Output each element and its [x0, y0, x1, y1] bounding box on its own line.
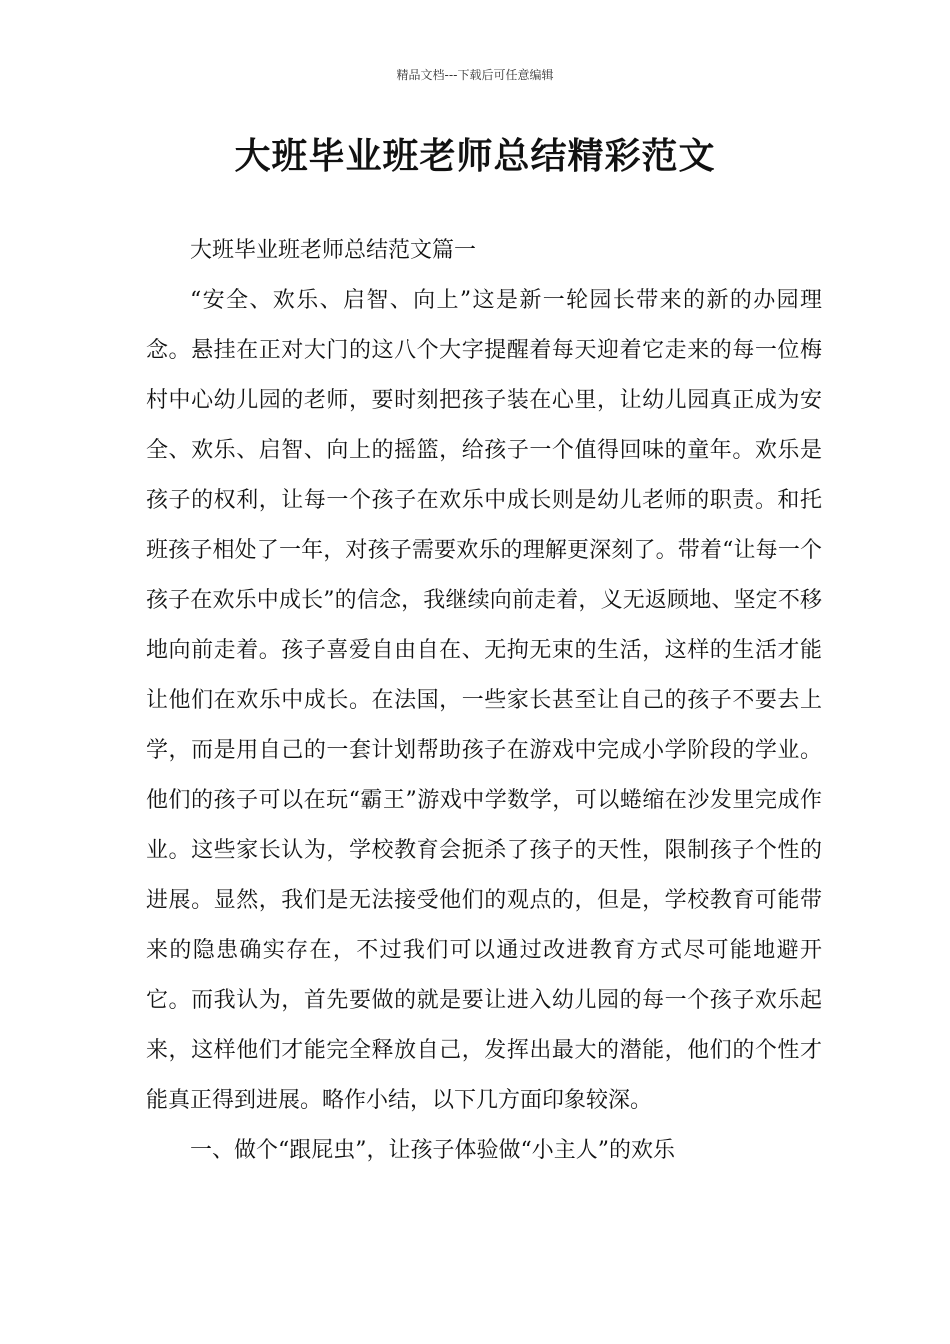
subheading: 一、做个“跟屁虫”，让孩子体验做“小主人”的欢乐: [190, 1138, 675, 1163]
section-heading: 大班毕业班老师总结范文篇一: [190, 238, 477, 263]
document-body: [146, 226, 822, 1176]
document-title: 大班毕业班老师总结精彩范文: [234, 136, 716, 177]
body-paragraph: “安全、欢乐、启智、向上”这是新一轮园长带来的新的办园理念。悬挂在正对大门的这八个大字提醒着每天迎着它走来的每一位梅村中心幼儿园的老师，要时刻把孩子装在心里，让幼儿园真正成为安全、欢乐、启智、向上的摇篮，给孩子一个值得回味的童年。欢乐是孩子的权利，让每一个孩子在欢乐中成长则是幼儿老师的职责。和托班孩子相处了一年，对孩子需要欢乐的理解更深刻了。带着“让每一个孩子在欢乐中成长”的信念，我继续向前走着，义无返顾地、坚定不移地向前走着。孩子喜爱自由自在、无拘无束的生活，这样的生活才能让他们在欢乐中成长。在法国，一些家长甚至让自己的孩子不要去上学，而是用自己的一套计划帮助孩子在游戏中完成小学阶段的学业。他们的孩子可以在玩“霸王”游戏中学数学，可以蜷缩在沙发里完成作业。这些家长认为，学校教育会扼杀了孩子的天性，限制孩子个性的进展。显然，我们是无法接受他们的观点的，但是，学校教育可能带来的隐患确实存在，不过我们可以通过改进教育方式尽可能地避开它。而我认为，首先要做的就是要让进入幼儿园的每一个孩子欢乐起来，这样他们才能完全释放自己，发挥出最大的潜能，他们的个性才能真正得到进展。略作小结，以下几方面印象较深。: [146, 288, 822, 1113]
header-note: 精品文档---下载后可任意编辑: [396, 68, 554, 82]
